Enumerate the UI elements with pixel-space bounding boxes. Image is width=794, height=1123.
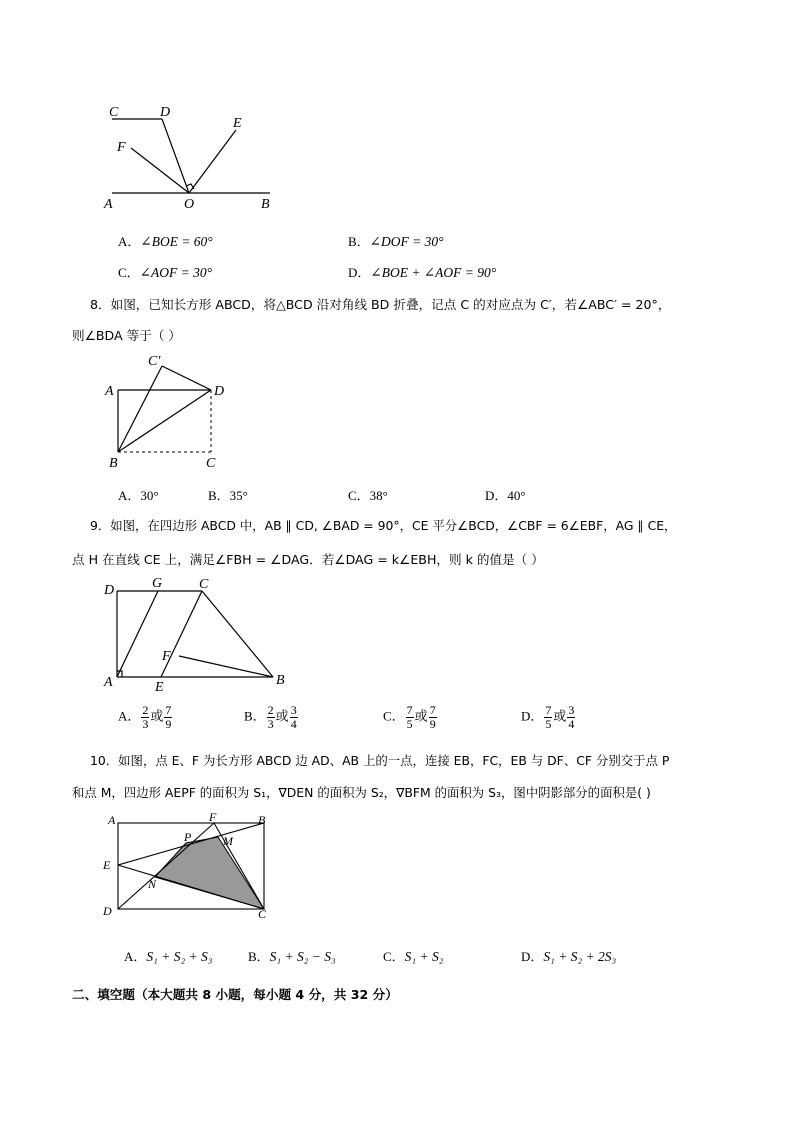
q8-stem-line2: 则∠BDA 等于（ ） <box>72 328 181 343</box>
q10-stem-line2: 和点 M，四边形 AEPF 的面积为 S₁，∇DEN 的面积为 S₂，∇BFM 的面积为 S₃，图中阴影部分的面积是( ) <box>72 785 651 800</box>
label-o: O <box>184 197 195 212</box>
label-c: C <box>199 577 209 592</box>
segment-ag <box>117 591 158 677</box>
segment-oe <box>189 130 236 193</box>
option-letter: A． <box>118 234 141 249</box>
label-e: E <box>233 116 242 131</box>
option-letter: C． <box>383 708 405 724</box>
denominator: 5 <box>406 717 413 731</box>
label-a: A <box>104 675 113 690</box>
option-text: S₁ + S₂ − S₃ <box>269 949 336 964</box>
numerator: 3 <box>290 703 297 717</box>
q10-option-d <box>521 946 616 965</box>
option-letter: C． <box>383 949 405 964</box>
denominator: 5 <box>545 717 552 731</box>
label-c: C <box>258 907 267 921</box>
label-m: M <box>223 834 233 848</box>
denominator: 3 <box>142 717 149 731</box>
q7-option-c <box>118 262 212 281</box>
label-b: B <box>276 673 285 688</box>
or-word: 或 <box>553 709 567 725</box>
option-text: S₁ + S₂ + 2S₃ <box>543 949 617 964</box>
denominator: 4 <box>568 717 575 731</box>
option-letter: B． <box>208 488 230 503</box>
q10-option-c <box>383 946 443 965</box>
denominator: 9 <box>429 717 436 731</box>
q9-option-b <box>244 704 299 731</box>
or-word: 或 <box>275 709 289 725</box>
section-heading-fill-in: 二、填空题（本大题共 8 小题，每小题 4 分，共 32 分） <box>72 987 398 1002</box>
q9-stem-line2: 点 H 在直线 CE 上，满足∠FBH = ∠DAG．若∠DAG = k∠EBH，则 k 的值是（ ） <box>72 552 544 567</box>
fraction <box>567 704 575 731</box>
fraction <box>141 704 149 731</box>
q8-stem-line1: 8．如图，已知长方形 ABCD，将△BCD 沿对角线 BD 折叠，记点 C 的对应点为 C′，若∠ABC′ = 20°， <box>90 297 671 312</box>
q9-option-a <box>118 704 173 731</box>
numerator: 7 <box>406 703 413 717</box>
label-d: D <box>103 904 112 918</box>
label-c: C <box>206 456 216 471</box>
numerator: 2 <box>267 703 274 717</box>
option-letter: C． <box>118 265 140 280</box>
label-b: B <box>258 813 266 827</box>
option-letter: D． <box>521 708 544 724</box>
denominator: 9 <box>165 717 172 731</box>
denominator: 3 <box>267 717 274 731</box>
option-letter: B． <box>244 708 266 724</box>
label-a: A <box>104 197 113 212</box>
q10-option-b <box>248 946 336 965</box>
label-b: B <box>109 456 118 471</box>
label-g: G <box>152 576 163 591</box>
label-n: N <box>148 877 157 891</box>
option-text: ∠BOE + ∠AOF = 90° <box>370 265 497 280</box>
q7-option-b <box>348 231 444 250</box>
label-p: P <box>184 830 192 844</box>
segment-cpd <box>162 366 211 390</box>
q8-option-c <box>348 485 388 504</box>
label-a: A <box>108 813 116 827</box>
fraction <box>164 704 172 731</box>
denominator: 4 <box>290 717 297 731</box>
q9-option-c <box>383 704 438 731</box>
label-d: D <box>214 384 225 399</box>
label-e: E <box>103 858 111 872</box>
or-word: 或 <box>414 709 428 725</box>
q8-option-d <box>485 485 526 504</box>
option-text: S₁ + S₂ <box>404 949 444 964</box>
label-d: D <box>160 105 171 120</box>
option-letter: A． <box>118 708 141 724</box>
label-d: D <box>104 583 115 598</box>
option-letter: D． <box>485 488 508 503</box>
or-word: 或 <box>150 709 164 725</box>
option-text: 30° <box>140 488 159 503</box>
option-text: 38° <box>369 488 388 503</box>
q7-option-d <box>348 262 496 281</box>
option-text: ∠AOF = 30° <box>139 265 212 280</box>
option-letter: D． <box>348 265 371 280</box>
diagonal-bd <box>118 390 211 452</box>
q9-stem-line1: 9．如图，在四边形 ABCD 中，AB ∥ CD, ∠BAD = 90°，CE 平分∠BCD，∠CBF = 6∠EBF，AG ∥ CE， <box>90 518 677 533</box>
option-letter: C． <box>348 488 370 503</box>
option-letter: B． <box>348 234 370 249</box>
option-text: ∠DOF = 30° <box>369 234 444 249</box>
numerator: 7 <box>545 703 552 717</box>
fraction <box>406 704 414 731</box>
fraction <box>267 704 275 731</box>
option-letter: B． <box>248 949 270 964</box>
q7-figure <box>100 98 280 213</box>
shaded-region <box>155 837 264 909</box>
fraction <box>290 704 298 731</box>
label-b: B <box>261 197 270 212</box>
option-letter: A． <box>124 949 147 964</box>
q9-option-d <box>521 704 576 731</box>
q8-option-b <box>208 485 248 504</box>
q8-option-a <box>118 485 159 504</box>
label-f: F <box>209 810 217 824</box>
option-text: S₁ + S₂ + S₃ <box>146 949 213 964</box>
numerator: 2 <box>142 703 149 717</box>
q8-figure <box>100 350 240 472</box>
fraction <box>544 704 552 731</box>
q10-option-a <box>124 946 212 965</box>
segment-bcp <box>118 366 162 452</box>
option-text: 35° <box>229 488 248 503</box>
numerator: 7 <box>165 703 172 717</box>
fraction <box>429 704 437 731</box>
label-c: C <box>109 105 119 120</box>
option-letter: A． <box>118 488 141 503</box>
q10-stem-line1: 10．如图，点 E、F 为长方形 ABCD 边 AD、AB 上的一点，连接 EB，FC，EB 与 DF、CF 分别交于点 P <box>90 753 670 768</box>
q10-figure <box>98 810 288 922</box>
label-f: F <box>117 140 126 155</box>
segment-ce <box>161 591 202 677</box>
option-text: 40° <box>507 488 526 503</box>
label-e: E <box>155 680 164 695</box>
numerator: 7 <box>429 703 436 717</box>
label-f: F <box>162 649 171 664</box>
option-text: ∠BOE = 60° <box>140 234 213 249</box>
q7-option-a <box>118 231 213 250</box>
label-cprime: C′ <box>148 354 161 369</box>
label-a: A <box>105 384 114 399</box>
q9-figure <box>100 574 290 696</box>
numerator: 3 <box>568 703 575 717</box>
option-letter: D． <box>521 949 544 964</box>
